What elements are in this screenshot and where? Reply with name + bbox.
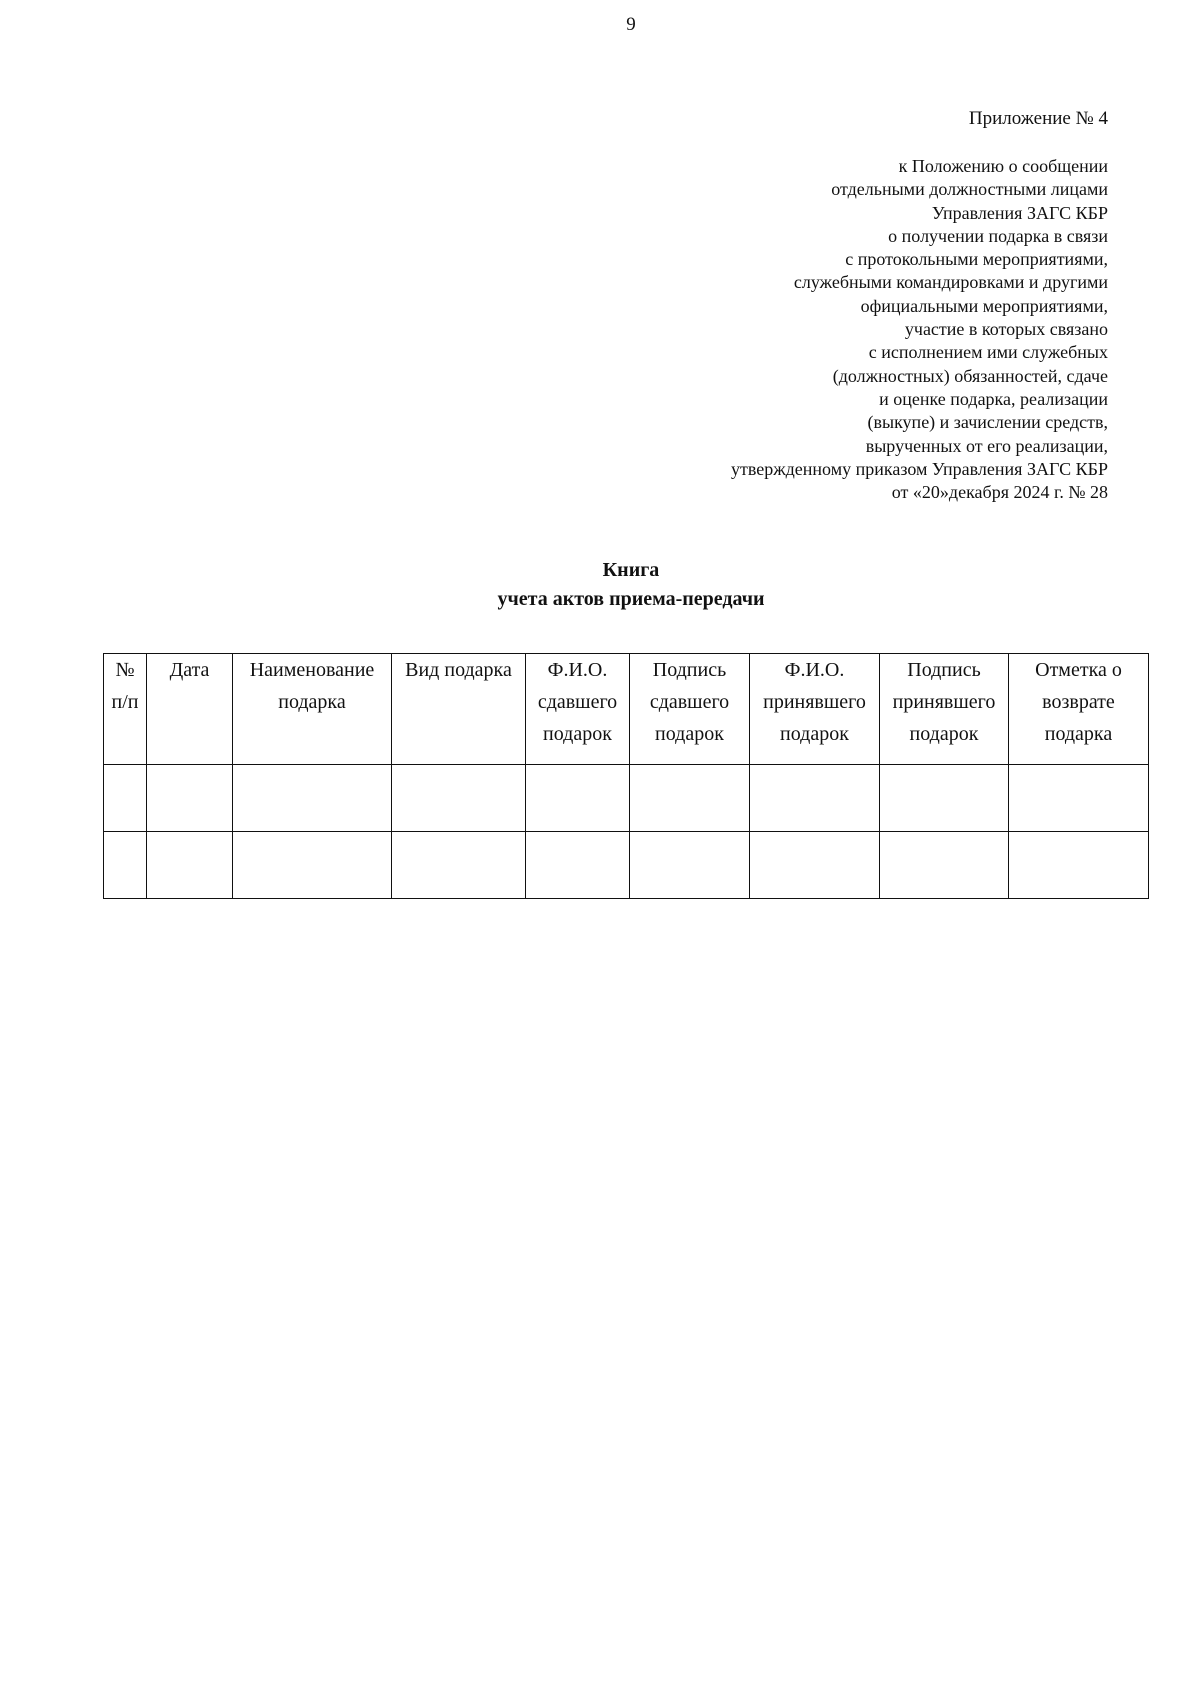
- appendix-line: официальными мероприятиями,: [860, 295, 1108, 316]
- table-header-row: [104, 654, 1149, 765]
- table-cell: [104, 765, 147, 832]
- table-cell: [147, 832, 233, 899]
- register-table: [103, 653, 1149, 899]
- table-cell: [526, 765, 630, 832]
- table-cell: [750, 765, 880, 832]
- appendix-line: вырученных от его реализации,: [865, 435, 1108, 456]
- header-line: Подпись: [652, 659, 727, 681]
- appendix-line: (должностных) обязанностей, сдаче: [832, 365, 1108, 386]
- document-title-line1: Книга: [602, 559, 660, 581]
- header-line: сдавшего: [537, 691, 618, 713]
- header-line: принявшего: [892, 691, 996, 713]
- appendix-line: с протокольными мероприятиями,: [845, 249, 1108, 270]
- table-cell: [233, 832, 392, 899]
- header-gift-name: [233, 654, 392, 765]
- table-cell: [104, 832, 147, 899]
- table-cell: [526, 832, 630, 899]
- appendix-line: и оценке подарка, реализации: [879, 388, 1108, 409]
- table-cell: [750, 832, 880, 899]
- header-receiver-signature: [880, 654, 1009, 765]
- appendix-line: участие в которых связано: [904, 319, 1108, 340]
- header-number: [104, 654, 147, 765]
- appendix-line: с исполнением ими служебных: [868, 342, 1108, 363]
- table-cell: [392, 832, 526, 899]
- header-line: Вид подарка: [405, 659, 512, 681]
- header-date: [147, 654, 233, 765]
- header-line: подарок: [909, 723, 979, 745]
- table-cell: [630, 765, 750, 832]
- table-cell: [1009, 765, 1149, 832]
- table-cell: [630, 832, 750, 899]
- header-return-mark: [1009, 654, 1149, 765]
- appendix-line: Управления ЗАГС КБР: [931, 202, 1108, 223]
- header-line: Дата: [169, 659, 210, 681]
- document-title-line2: учета актов приема-передачи: [497, 588, 765, 610]
- appendix-line: отдельными должностными лицами: [831, 179, 1108, 200]
- document-title: [0, 556, 1200, 614]
- header-line: Ф.И.О.: [547, 659, 608, 681]
- header-line: Отметка о: [1035, 659, 1122, 681]
- header-line: Наименование: [249, 659, 375, 681]
- header-line: подарок: [655, 723, 724, 745]
- header-line: Ф.И.О.: [784, 659, 845, 681]
- header-line: возврате: [1042, 691, 1115, 713]
- appendix-line: о получении подарка в связи: [888, 225, 1108, 246]
- header-line: п/п: [111, 691, 139, 713]
- table-row: [104, 832, 1149, 899]
- header-line: №: [115, 659, 135, 681]
- table-row: [104, 765, 1149, 832]
- header-gift-type: [392, 654, 526, 765]
- header-line: сдавшего: [649, 691, 730, 713]
- appendix-reference: [731, 155, 1108, 504]
- appendix-line: к Положению о сообщении: [898, 156, 1108, 176]
- header-line: принявшего: [763, 691, 866, 713]
- header-giver-signature: [630, 654, 750, 765]
- header-line: подарок: [543, 723, 612, 745]
- header-receiver-name: [750, 654, 880, 765]
- header-line: подарка: [1044, 723, 1113, 745]
- header-line: Подпись: [907, 659, 981, 681]
- table-cell: [1009, 832, 1149, 899]
- appendix-title: Приложение № 4: [968, 108, 1108, 129]
- appendix-line: (выкупе) и зачислении средств,: [867, 412, 1108, 433]
- page-number: 9: [626, 14, 636, 35]
- appendix-line: утвержденному приказом Управления ЗАГС КБР: [730, 458, 1108, 479]
- table-cell: [392, 765, 526, 832]
- header-line: подарка: [278, 691, 346, 713]
- table-cell: [147, 765, 233, 832]
- table-cell: [233, 765, 392, 832]
- appendix-line: служебными командировками и другими: [793, 272, 1108, 293]
- appendix-line: от «20»декабря 2024 г. № 28: [891, 482, 1108, 503]
- table-cell: [880, 832, 1009, 899]
- header-giver-name: [526, 654, 630, 765]
- table-cell: [880, 765, 1009, 832]
- header-line: подарок: [780, 723, 849, 745]
